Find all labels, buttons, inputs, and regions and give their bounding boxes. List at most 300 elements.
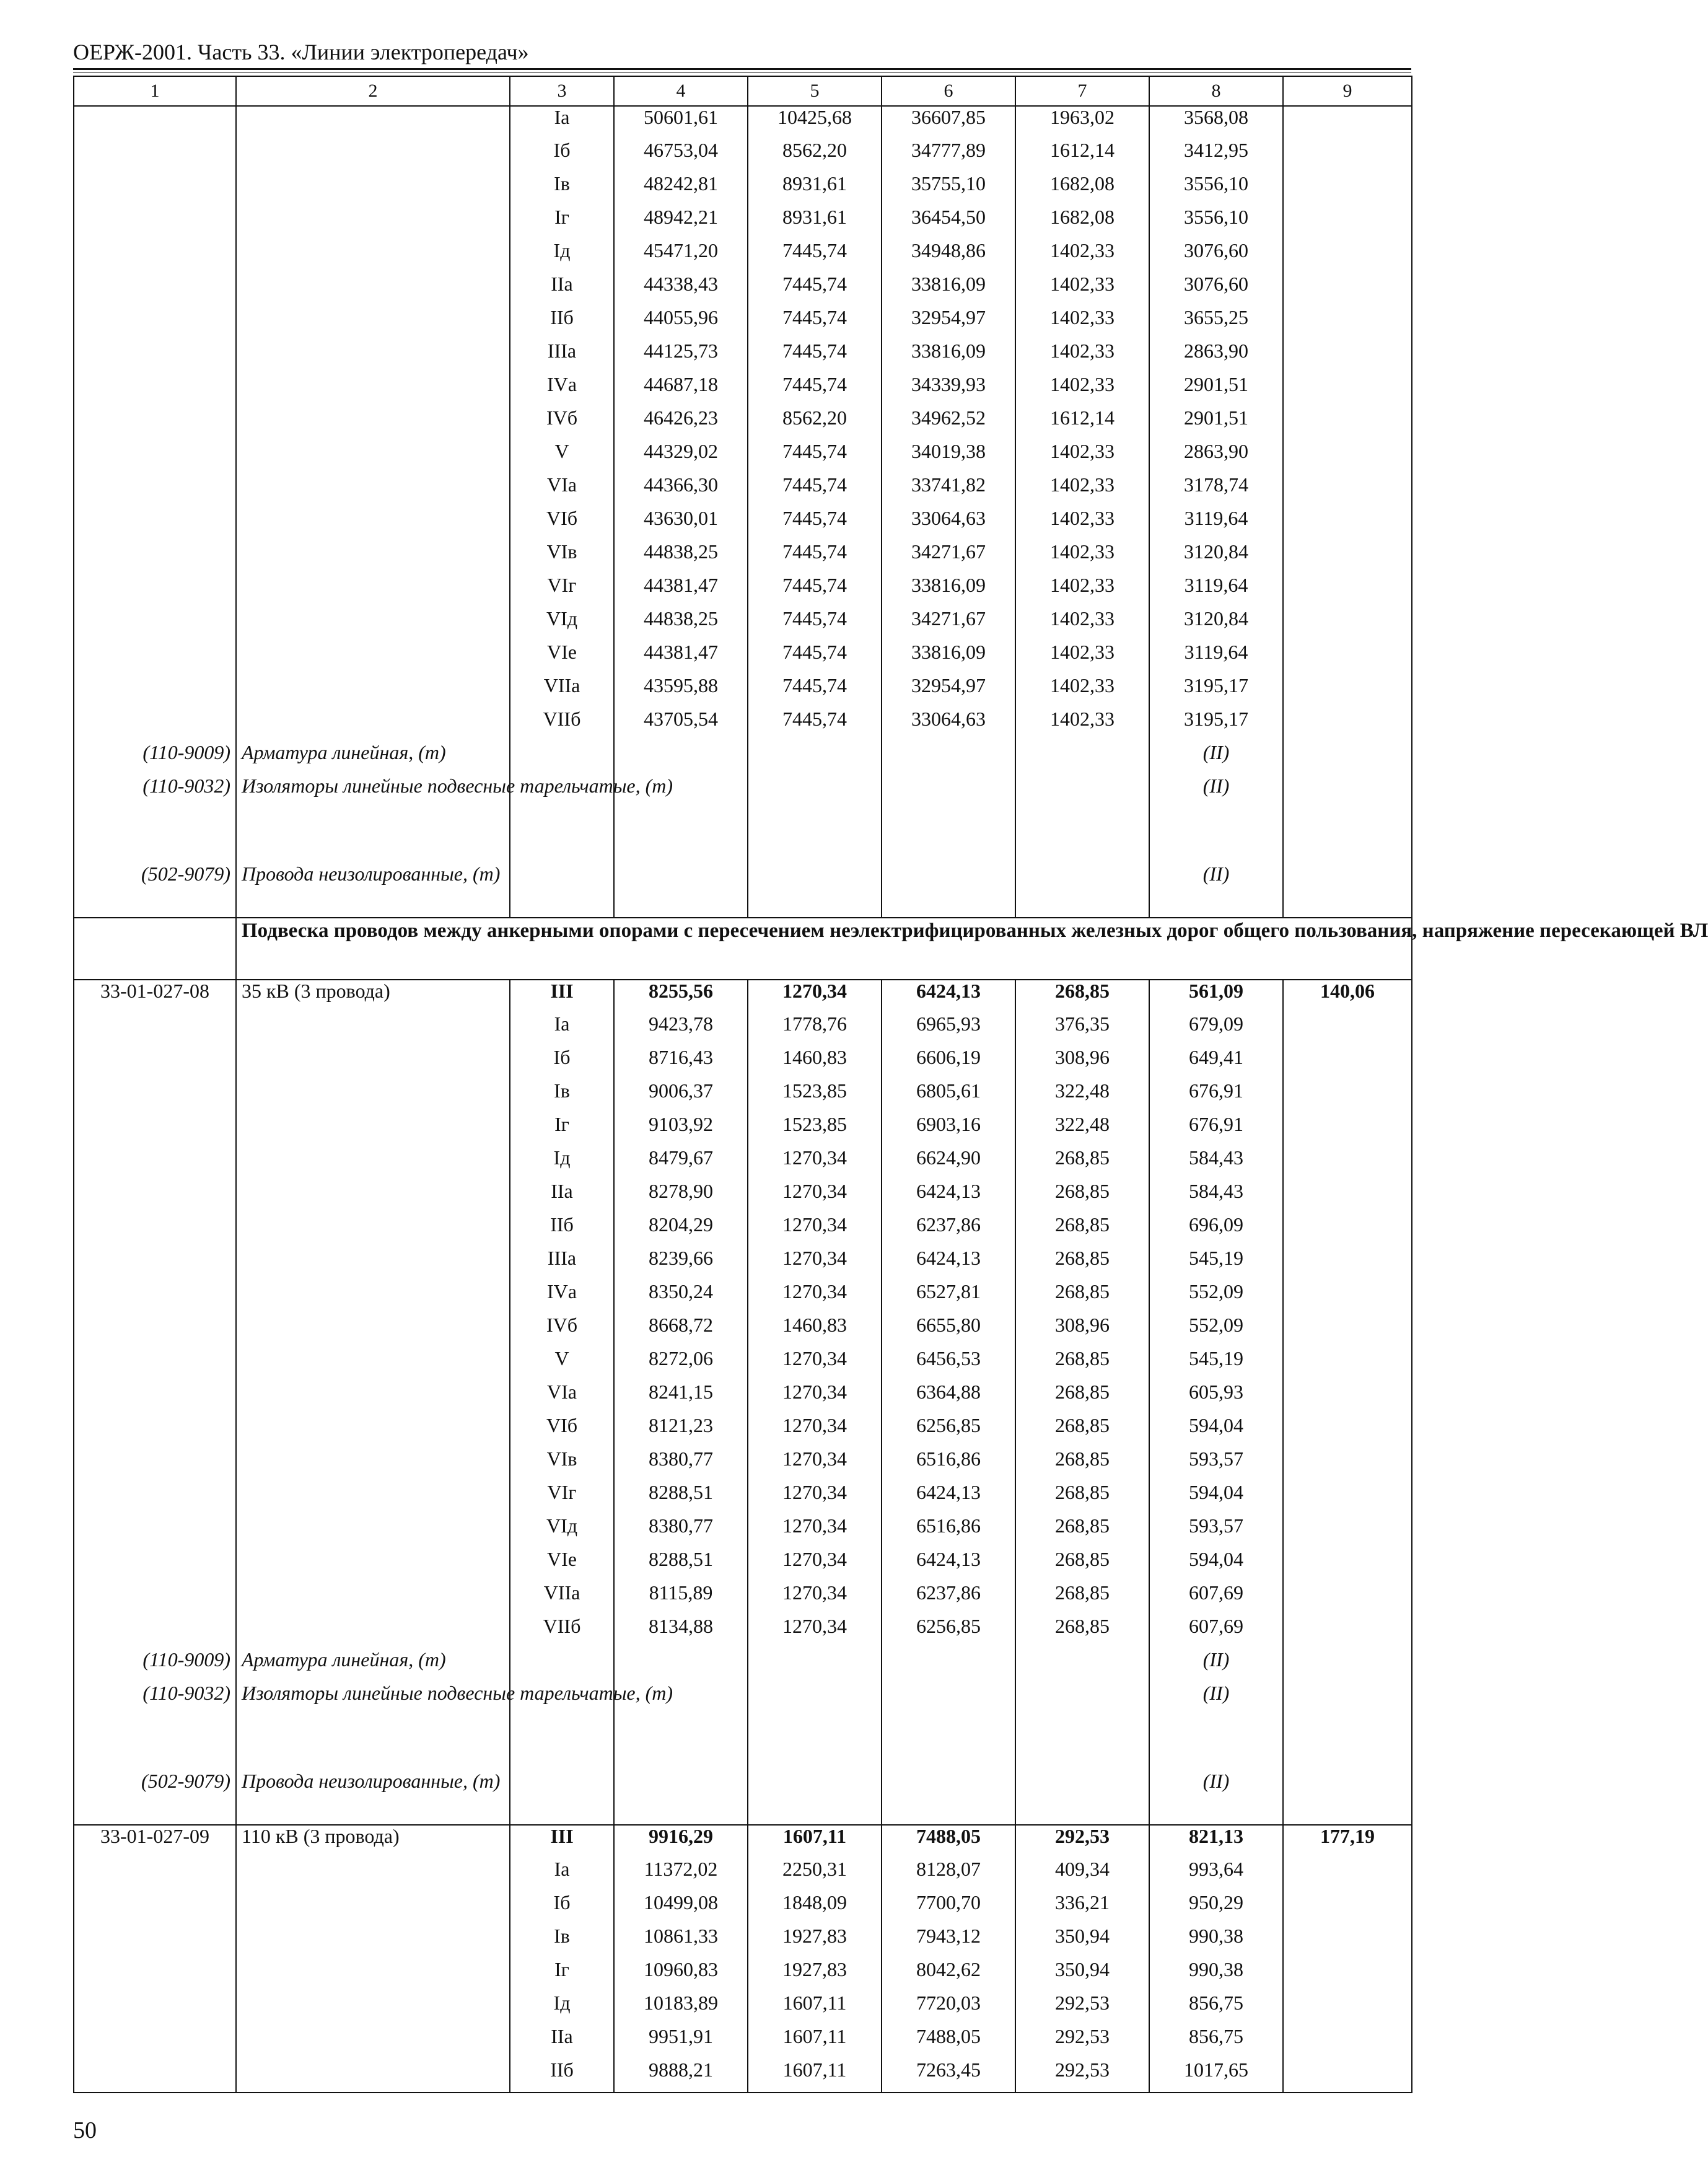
table-row	[74, 1992, 1412, 2026]
wages-cell: 7445,74	[748, 240, 882, 273]
column-number: 4	[614, 76, 748, 106]
zone-cell: Iд	[510, 1147, 614, 1180]
table-row	[74, 1247, 1412, 1281]
empty-cell	[1283, 1992, 1412, 2026]
machinist-wages-cell: 268,85	[1015, 1615, 1149, 1649]
machinist-wages-cell: 336,21	[1015, 1892, 1149, 1925]
wages-cell: 7445,74	[748, 708, 882, 742]
resource-name: Изоляторы линейные подвесные тарельчатые, (т)	[236, 1682, 510, 1770]
column-number: 1	[74, 76, 236, 106]
table-row	[74, 139, 1412, 173]
wages-cell: 1270,34	[748, 1582, 882, 1615]
empty-cell	[74, 307, 236, 340]
empty-cell	[236, 708, 510, 742]
zone-cell: IIа	[510, 1180, 614, 1214]
materials-cell: 561,09	[1149, 980, 1283, 1013]
empty-cell	[74, 1515, 236, 1549]
total-cost-cell: 44838,25	[614, 541, 748, 574]
machinist-wages-cell: 1402,33	[1015, 708, 1149, 742]
total-cost-cell: 8288,51	[614, 1549, 748, 1582]
wages-cell: 1607,11	[748, 1992, 882, 2026]
empty-cell	[74, 574, 236, 608]
resource-row	[74, 742, 1412, 775]
machinist-wages-cell: 1963,02	[1015, 106, 1149, 139]
empty-cell	[74, 374, 236, 407]
machinist-wages-cell: 1402,33	[1015, 641, 1149, 675]
empty-cell	[1283, 508, 1412, 541]
table-row	[74, 441, 1412, 474]
machines-cell: 6364,88	[882, 1381, 1015, 1415]
total-cost-cell: 46753,04	[614, 139, 748, 173]
empty-cell	[1283, 1348, 1412, 1381]
empty-cell	[1283, 1682, 1412, 1770]
empty-cell	[1283, 441, 1412, 474]
materials-cell: 594,04	[1149, 1415, 1283, 1448]
total-cost-cell: 8115,89	[614, 1582, 748, 1615]
wages-cell: 1270,34	[748, 1482, 882, 1515]
materials-cell: 679,09	[1149, 1013, 1283, 1047]
zone-cell: Iб	[510, 1047, 614, 1080]
machines-cell: 6655,80	[882, 1314, 1015, 1348]
total-cost-cell: 9006,37	[614, 1080, 748, 1114]
zone-cell: Iв	[510, 1080, 614, 1114]
resource-class: (II)	[1149, 1770, 1283, 1825]
labor-cell: 140,06	[1283, 980, 1412, 1013]
empty-cell	[1015, 1770, 1149, 1825]
empty-cell	[1283, 2059, 1412, 2093]
materials-cell: 3412,95	[1149, 139, 1283, 173]
empty-cell	[1015, 1682, 1149, 1770]
zone-cell: IIб	[510, 1214, 614, 1247]
empty-cell	[74, 340, 236, 374]
wages-cell: 8562,20	[748, 139, 882, 173]
empty-cell	[236, 1013, 510, 1047]
machines-cell: 8128,07	[882, 1858, 1015, 1892]
machines-cell: 35755,10	[882, 173, 1015, 206]
total-cost-cell: 10499,08	[614, 1892, 748, 1925]
resource-name: Арматура линейная, (т)	[236, 742, 510, 775]
total-cost-cell: 44687,18	[614, 374, 748, 407]
table-row	[74, 173, 1412, 206]
empty-cell	[748, 863, 882, 918]
machinist-wages-cell: 268,85	[1015, 1482, 1149, 1515]
materials-cell: 593,57	[1149, 1515, 1283, 1549]
wages-cell: 7445,74	[748, 340, 882, 374]
zone-cell: VIб	[510, 508, 614, 541]
table-row	[74, 675, 1412, 708]
materials-cell: 594,04	[1149, 1549, 1283, 1582]
zone-cell: IVб	[510, 1314, 614, 1348]
machines-cell: 36454,50	[882, 206, 1015, 240]
empty-cell	[236, 1959, 510, 1992]
total-cost-cell: 44381,47	[614, 641, 748, 675]
machines-cell: 33816,09	[882, 273, 1015, 307]
machines-cell: 32954,97	[882, 675, 1015, 708]
zone-cell: VIд	[510, 608, 614, 641]
empty-cell	[614, 742, 748, 775]
materials-cell: 593,57	[1149, 1448, 1283, 1482]
zone-cell: Iв	[510, 1925, 614, 1959]
empty-cell	[74, 1615, 236, 1649]
rate-head-row	[74, 980, 1412, 1013]
empty-cell	[1283, 708, 1412, 742]
column-number: 9	[1283, 76, 1412, 106]
zone-cell: VIе	[510, 641, 614, 675]
table-row	[74, 1314, 1412, 1348]
total-cost-cell: 45471,20	[614, 240, 748, 273]
empty-cell	[74, 641, 236, 675]
empty-cell	[74, 675, 236, 708]
materials-cell: 856,75	[1149, 2026, 1283, 2059]
rates-table	[73, 76, 1708, 2093]
materials-cell: 3556,10	[1149, 173, 1283, 206]
empty-cell	[236, 1147, 510, 1180]
machines-cell: 8042,62	[882, 1959, 1015, 1992]
table-row	[74, 1080, 1412, 1114]
wages-cell: 7445,74	[748, 508, 882, 541]
wages-cell: 7445,74	[748, 474, 882, 508]
empty-cell	[1283, 1180, 1412, 1214]
empty-cell	[510, 863, 614, 918]
empty-cell	[74, 2059, 236, 2093]
empty-cell	[74, 541, 236, 574]
empty-cell	[236, 106, 510, 139]
materials-cell: 3076,60	[1149, 273, 1283, 307]
wages-cell: 7445,74	[748, 307, 882, 340]
total-cost-cell: 8288,51	[614, 1482, 748, 1515]
machines-cell: 6805,61	[882, 1080, 1015, 1114]
empty-cell	[74, 1180, 236, 1214]
zone-cell: Iг	[510, 206, 614, 240]
machines-cell: 6237,86	[882, 1582, 1015, 1615]
empty-cell	[236, 1214, 510, 1247]
empty-cell	[74, 1992, 236, 2026]
total-cost-cell: 8350,24	[614, 1281, 748, 1314]
empty-cell	[236, 240, 510, 273]
empty-cell	[74, 1314, 236, 1348]
empty-cell	[882, 775, 1015, 863]
materials-cell: 993,64	[1149, 1858, 1283, 1892]
zone-cell: III	[510, 1825, 614, 1858]
table-row	[74, 1925, 1412, 1959]
resource-row	[74, 775, 1412, 863]
table-row	[74, 2026, 1412, 2059]
wages-cell: 1270,34	[748, 1214, 882, 1247]
table-row	[74, 574, 1412, 608]
machines-cell: 6516,86	[882, 1515, 1015, 1549]
materials-cell: 3120,84	[1149, 608, 1283, 641]
table-row	[74, 1549, 1412, 1582]
resource-row	[74, 1770, 1412, 1825]
empty-cell	[236, 1047, 510, 1080]
empty-cell	[236, 206, 510, 240]
machinist-wages-cell: 1612,14	[1015, 407, 1149, 441]
empty-cell	[236, 608, 510, 641]
wages-cell: 2250,31	[748, 1858, 882, 1892]
wages-cell: 1270,34	[748, 1180, 882, 1214]
table-row	[74, 708, 1412, 742]
empty-cell	[1015, 775, 1149, 863]
table-row	[74, 240, 1412, 273]
table-row	[74, 1482, 1412, 1515]
empty-cell	[1283, 742, 1412, 775]
machines-cell: 34948,86	[882, 240, 1015, 273]
materials-cell: 594,04	[1149, 1482, 1283, 1515]
zone-cell: VIIа	[510, 1582, 614, 1615]
empty-cell	[1283, 1549, 1412, 1582]
empty-cell	[236, 407, 510, 441]
zone-cell: VIIб	[510, 1615, 614, 1649]
materials-cell: 990,38	[1149, 1925, 1283, 1959]
wages-cell: 1270,34	[748, 1281, 882, 1314]
machines-cell: 7263,45	[882, 2059, 1015, 2093]
zone-cell: V	[510, 441, 614, 474]
machines-cell: 33816,09	[882, 574, 1015, 608]
zone-cell: VIа	[510, 474, 614, 508]
table-row	[74, 1959, 1412, 1992]
empty-cell	[1283, 273, 1412, 307]
zone-cell: Iа	[510, 106, 614, 139]
total-cost-cell: 43595,88	[614, 675, 748, 708]
machinist-wages-cell: 1402,33	[1015, 273, 1149, 307]
empty-cell	[74, 1114, 236, 1147]
table-row	[74, 1582, 1412, 1615]
wages-cell: 7445,74	[748, 675, 882, 708]
total-cost-cell: 44381,47	[614, 574, 748, 608]
zone-cell: IIб	[510, 2059, 614, 2093]
total-cost-cell: 9916,29	[614, 1825, 748, 1858]
table-row	[74, 1013, 1412, 1047]
table-row	[74, 1348, 1412, 1381]
total-cost-cell: 44055,96	[614, 307, 748, 340]
empty-cell	[74, 106, 236, 139]
wages-cell: 1270,34	[748, 1615, 882, 1649]
rate-description: 35 кВ (3 провода)	[236, 980, 510, 1013]
machines-cell: 7700,70	[882, 1892, 1015, 1925]
materials-cell: 676,91	[1149, 1080, 1283, 1114]
materials-cell: 2863,90	[1149, 441, 1283, 474]
table-row	[74, 1858, 1412, 1892]
column-number: 8	[1149, 76, 1283, 106]
resource-class: (II)	[1149, 1649, 1283, 1682]
machinist-wages-cell: 409,34	[1015, 1858, 1149, 1892]
materials-cell: 545,19	[1149, 1247, 1283, 1281]
empty-cell	[74, 441, 236, 474]
total-cost-cell: 8380,77	[614, 1448, 748, 1482]
machinist-wages-cell: 268,85	[1015, 980, 1149, 1013]
total-cost-cell: 8134,88	[614, 1615, 748, 1649]
materials-cell: 3120,84	[1149, 541, 1283, 574]
empty-cell	[1283, 240, 1412, 273]
table-row	[74, 641, 1412, 675]
machinist-wages-cell: 1682,08	[1015, 206, 1149, 240]
page-header: ОЕРЖ-2001. Часть 33. «Линии электропередач»	[73, 40, 529, 64]
table-row	[74, 1515, 1412, 1549]
machinist-wages-cell: 268,85	[1015, 1281, 1149, 1314]
zone-cell: Iа	[510, 1858, 614, 1892]
empty-cell	[236, 273, 510, 307]
resource-code: (110-9009)	[74, 742, 236, 775]
machines-cell: 6903,16	[882, 1114, 1015, 1147]
empty-cell	[236, 2059, 510, 2093]
column-number: 6	[882, 76, 1015, 106]
empty-cell	[1283, 1247, 1412, 1281]
materials-cell: 545,19	[1149, 1348, 1283, 1381]
zone-cell: IIIа	[510, 340, 614, 374]
empty-cell	[236, 641, 510, 675]
empty-cell	[1283, 1080, 1412, 1114]
empty-cell	[74, 708, 236, 742]
machinist-wages-cell: 268,85	[1015, 1515, 1149, 1549]
empty-cell	[1283, 307, 1412, 340]
materials-cell: 2863,90	[1149, 340, 1283, 374]
empty-cell	[74, 1415, 236, 1448]
zone-cell: VIг	[510, 1482, 614, 1515]
zone-cell: VIIа	[510, 675, 614, 708]
rate-code: 33-01-027-09	[74, 1825, 236, 1858]
empty-cell	[236, 1925, 510, 1959]
total-cost-cell: 10960,83	[614, 1959, 748, 1992]
machinist-wages-cell: 268,85	[1015, 1214, 1149, 1247]
zone-cell: VIа	[510, 1381, 614, 1415]
machinist-wages-cell: 292,53	[1015, 2026, 1149, 2059]
total-cost-cell: 48942,21	[614, 206, 748, 240]
table-row	[74, 1214, 1412, 1247]
empty-cell	[74, 1214, 236, 1247]
machines-cell: 7943,12	[882, 1925, 1015, 1959]
machines-cell: 32954,97	[882, 307, 1015, 340]
table-row	[74, 608, 1412, 641]
empty-cell	[74, 1281, 236, 1314]
column-number: 5	[748, 76, 882, 106]
empty-cell	[1283, 863, 1412, 918]
machines-cell: 33816,09	[882, 340, 1015, 374]
machinist-wages-cell: 322,48	[1015, 1114, 1149, 1147]
machines-cell: 34339,93	[882, 374, 1015, 407]
empty-cell	[614, 863, 748, 918]
wages-cell: 1270,34	[748, 1515, 882, 1549]
empty-cell	[74, 1381, 236, 1415]
empty-cell	[74, 1080, 236, 1114]
zone-cell: VIв	[510, 1448, 614, 1482]
empty-cell	[1283, 139, 1412, 173]
total-cost-cell: 11372,02	[614, 1858, 748, 1892]
empty-cell	[236, 574, 510, 608]
empty-cell	[882, 742, 1015, 775]
machines-cell: 6516,86	[882, 1448, 1015, 1482]
machinist-wages-cell: 268,85	[1015, 1348, 1149, 1381]
empty-cell	[74, 1959, 236, 1992]
total-cost-cell: 44125,73	[614, 340, 748, 374]
empty-cell	[1283, 106, 1412, 139]
resource-row	[74, 863, 1412, 918]
materials-cell: 3178,74	[1149, 474, 1283, 508]
empty-cell	[236, 541, 510, 574]
zone-cell: IIа	[510, 2026, 614, 2059]
empty-cell	[236, 1892, 510, 1925]
wages-cell: 1607,11	[748, 2059, 882, 2093]
resource-code: (110-9009)	[74, 1649, 236, 1682]
machinist-wages-cell: 1402,33	[1015, 608, 1149, 641]
empty-cell	[236, 1858, 510, 1892]
empty-cell	[74, 608, 236, 641]
wages-cell: 1270,34	[748, 980, 882, 1013]
empty-cell	[236, 1582, 510, 1615]
resource-name: Изоляторы линейные подвесные тарельчатые, (т)	[236, 775, 510, 863]
table-row	[74, 1047, 1412, 1080]
machinist-wages-cell: 1682,08	[1015, 173, 1149, 206]
wages-cell: 7445,74	[748, 441, 882, 474]
total-cost-cell: 8668,72	[614, 1314, 748, 1348]
zone-cell: Iв	[510, 173, 614, 206]
table-row	[74, 1147, 1412, 1180]
wages-cell: 1270,34	[748, 1348, 882, 1381]
resource-class: (II)	[1149, 863, 1283, 918]
machinist-wages-cell: 292,53	[1015, 1992, 1149, 2026]
empty-cell	[74, 206, 236, 240]
empty-cell	[236, 1080, 510, 1114]
empty-cell	[74, 273, 236, 307]
total-cost-cell: 10183,89	[614, 1992, 748, 2026]
column-number: 2	[236, 76, 510, 106]
empty-cell	[74, 407, 236, 441]
empty-cell	[1283, 1114, 1412, 1147]
total-cost-cell: 48242,81	[614, 173, 748, 206]
zone-cell: IVб	[510, 407, 614, 441]
empty-cell	[1283, 206, 1412, 240]
empty-cell	[748, 1649, 882, 1682]
table-row	[74, 374, 1412, 407]
machines-cell: 6456,53	[882, 1348, 1015, 1381]
empty-cell	[236, 474, 510, 508]
zone-cell: IIIа	[510, 1247, 614, 1281]
wages-cell: 1778,76	[748, 1013, 882, 1047]
empty-cell	[74, 918, 236, 980]
empty-cell	[74, 1482, 236, 1515]
machines-cell: 7720,03	[882, 1992, 1015, 2026]
resource-code: (502-9079)	[74, 1770, 236, 1825]
empty-cell	[1283, 1615, 1412, 1649]
machines-cell: 6424,13	[882, 1482, 1015, 1515]
machines-cell: 33741,82	[882, 474, 1015, 508]
total-cost-cell: 8121,23	[614, 1415, 748, 1448]
materials-cell: 3568,08	[1149, 106, 1283, 139]
table-row	[74, 1114, 1412, 1147]
table-row	[74, 1381, 1412, 1415]
total-cost-cell: 8479,67	[614, 1147, 748, 1180]
machinist-wages-cell: 268,85	[1015, 1549, 1149, 1582]
empty-cell	[882, 1649, 1015, 1682]
empty-cell	[1283, 407, 1412, 441]
machines-cell: 33816,09	[882, 641, 1015, 675]
empty-cell	[882, 863, 1015, 918]
zone-cell: VIе	[510, 1549, 614, 1582]
wages-cell: 1523,85	[748, 1080, 882, 1114]
total-cost-cell: 8272,06	[614, 1348, 748, 1381]
wages-cell: 7445,74	[748, 541, 882, 574]
empty-cell	[1283, 1281, 1412, 1314]
resource-name: Провода неизолированные, (т)	[236, 863, 510, 918]
zone-cell: V	[510, 1348, 614, 1381]
empty-cell	[74, 474, 236, 508]
empty-cell	[748, 1682, 882, 1770]
total-cost-cell: 50601,61	[614, 106, 748, 139]
zone-cell: VIIб	[510, 708, 614, 742]
machines-cell: 7488,05	[882, 2026, 1015, 2059]
wages-cell: 8562,20	[748, 407, 882, 441]
empty-cell	[1283, 1515, 1412, 1549]
total-cost-cell: 8380,77	[614, 1515, 748, 1549]
